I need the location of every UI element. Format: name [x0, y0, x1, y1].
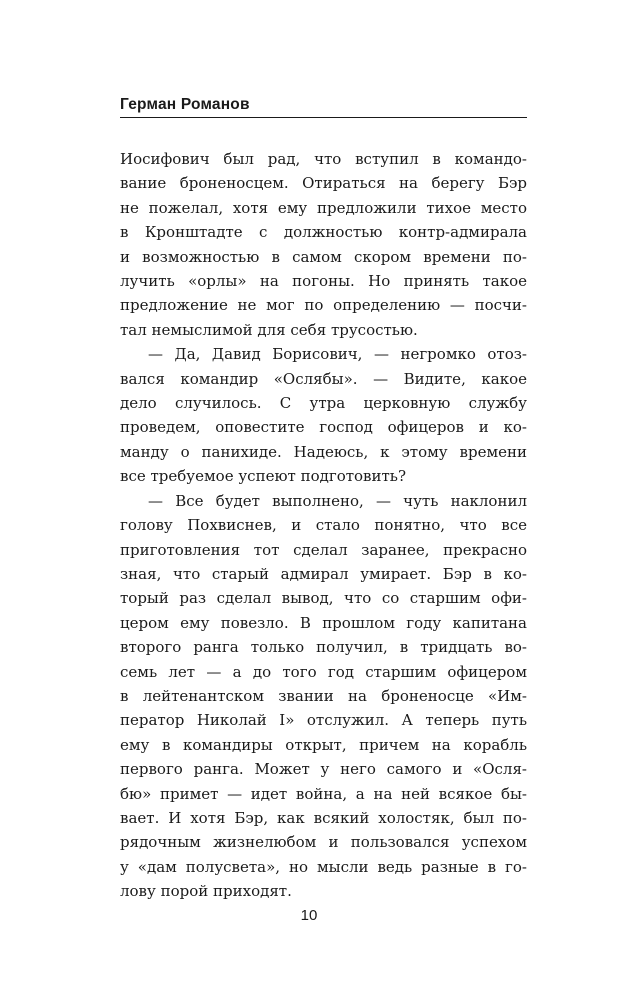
- running-header-author: Герман Романов: [120, 96, 250, 113]
- text-line: тал немыслимой для себя трусостью.: [120, 320, 418, 339]
- text-line: в Кронштадте с должностью контр-адмирала: [120, 223, 527, 242]
- text-line: дело случилось. С утра церковную службу: [120, 394, 527, 413]
- text-line: рядочным жизнелюбом и пользовался успехом: [120, 833, 527, 852]
- text-line: манду о панихиде. Надеюсь, к этому времени: [120, 442, 527, 461]
- text-line: зная, что старый адмирал умирает. Бэр в ко-: [120, 564, 527, 583]
- text-line: все требуемое успеют подготовить?: [120, 467, 407, 486]
- body-text: [120, 147, 527, 904]
- text-line: вает. И хотя Бэр, как всякий холостяк, был по-: [120, 808, 527, 827]
- text-line: первого ранга. Может у него самого и «Осля-: [120, 760, 527, 779]
- text-line: лучить «орлы» на погоны. Но принять такое: [120, 272, 527, 291]
- text-line: — Да, Давид Борисович, — негромко отоз-: [148, 345, 527, 364]
- text-line: проведем, оповестите господ офицеров и ко-: [120, 418, 527, 437]
- text-line: предложение не мог по определению — посчи-: [120, 296, 527, 315]
- text-line: Иосифович был рад, что вступил в командо-: [120, 150, 527, 168]
- text-line: вался командир «Ослябы». — Видите, какое: [120, 369, 527, 388]
- text-line: бю» примет — идет война, а на ней всякое бы-: [120, 784, 527, 803]
- text-line: — Все будет выполнено, — чуть наклонил: [148, 491, 527, 510]
- text-line: у «дам полусвета», но мысли ведь разные в го-: [120, 857, 527, 876]
- page-number: 10: [300, 907, 318, 924]
- header-rule: [120, 117, 527, 118]
- text-line: и возможностью в самом скором времени по-: [120, 247, 527, 266]
- text-line: в лейтенантском звании на броненосце «Им-: [120, 686, 527, 705]
- text-line: голову Похвиснев, и стало понятно, что все: [120, 516, 527, 535]
- text-line: приготовления тот сделал заранее, прекрасно: [120, 540, 527, 559]
- text-line: лову порой приходят.: [120, 882, 292, 901]
- text-line: торый раз сделал вывод, что со старшим офи-: [120, 589, 527, 608]
- text-line: вание броненосцем. Отираться на берегу Бэр: [120, 174, 527, 193]
- text-line: цером ему повезло. В прошлом году капитана: [120, 613, 527, 632]
- text-line: второго ранга только получил, в тридцать во-: [120, 638, 527, 657]
- text-line: ператор Николай I» отслужил. А теперь путь: [120, 711, 527, 730]
- text-line: не пожелал, хотя ему предложили тихое место: [120, 198, 527, 217]
- text-line: ему в командиры открыт, причем на корабль: [120, 735, 527, 754]
- text-line: семь лет — а до того год старшим офицером: [120, 662, 527, 681]
